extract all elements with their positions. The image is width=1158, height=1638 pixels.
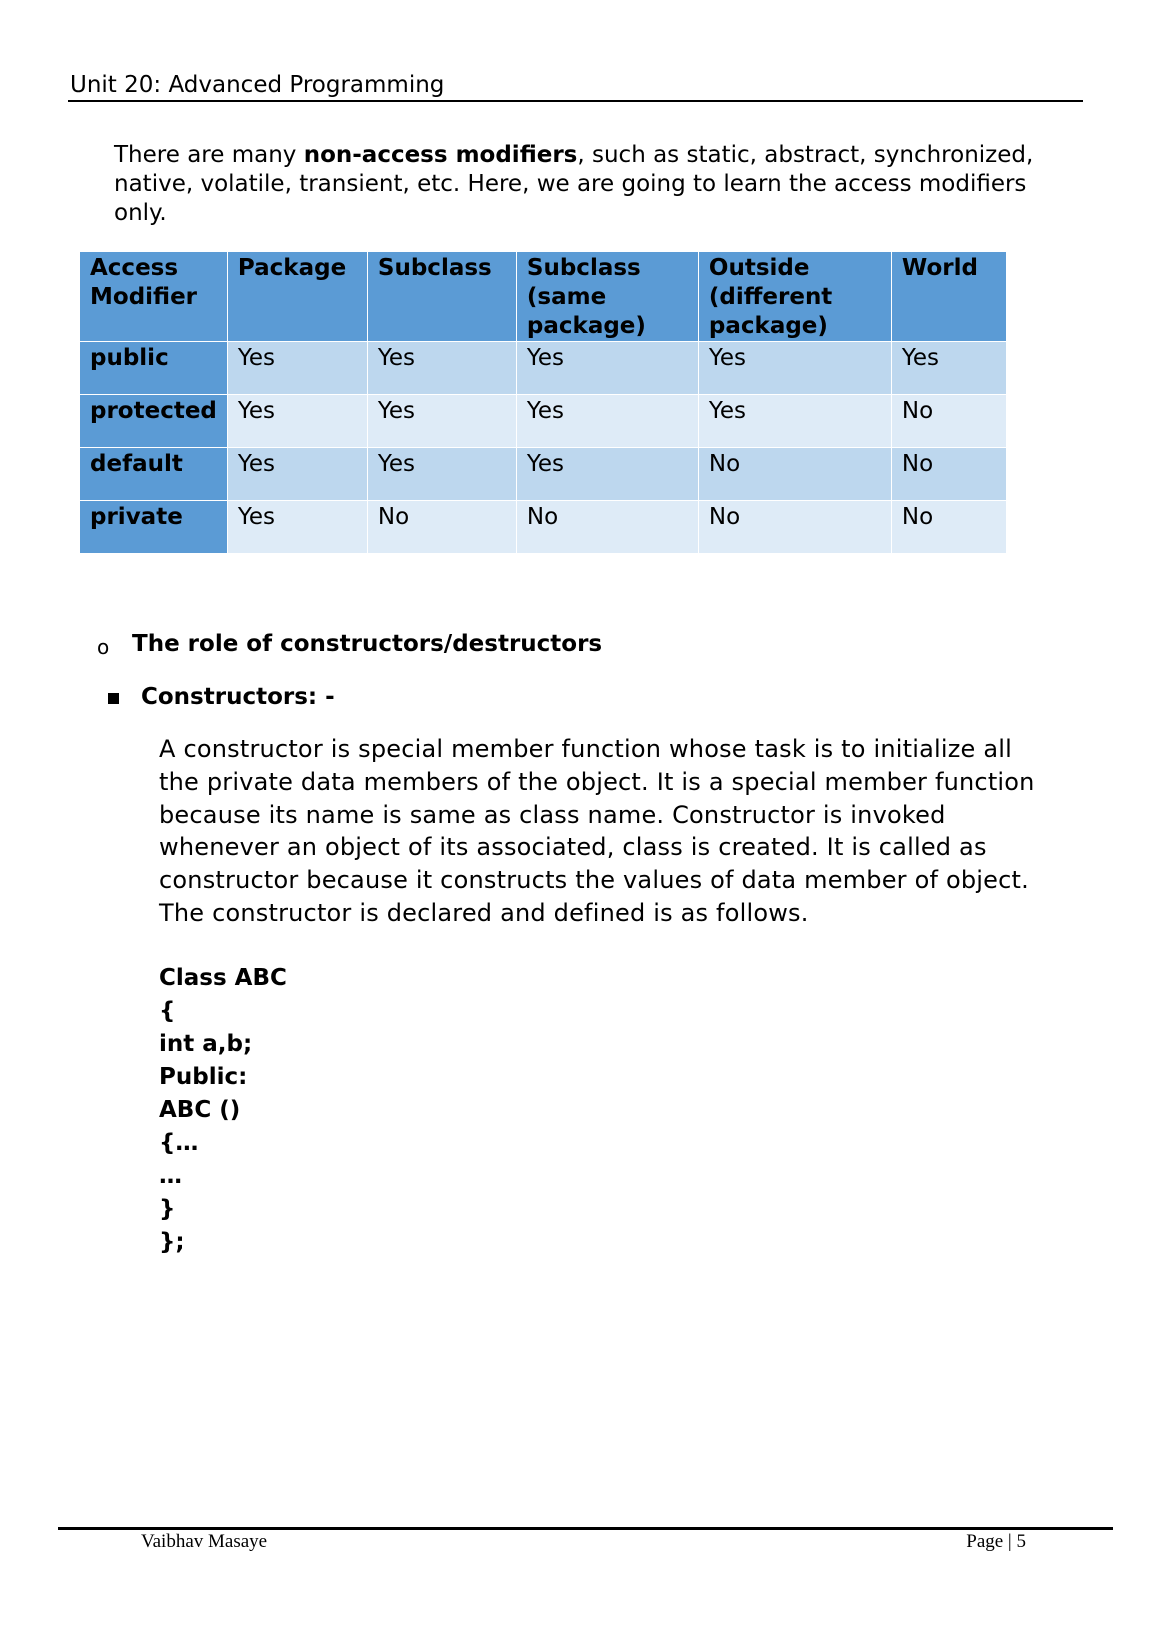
table-cell: Yes — [698, 342, 891, 395]
footer-author: Vaibhav Masaye — [141, 1531, 268, 1552]
column-header: Package — [227, 252, 367, 342]
access-modifier-table — [79, 251, 1007, 554]
table-cell: No — [891, 448, 1006, 501]
table-cell: Yes — [516, 448, 698, 501]
section-bullet: o — [97, 635, 110, 659]
row-header: public — [80, 342, 228, 395]
constructor-paragraph: A constructor is special member function whose task is to initialize all the private data members of the object. It is a special member function because its name is same as class name. Constructor is invoked whenever an object of its associated, class is created. It is called as constructor because it constructs the values of data member of object. The constructor is declared and defined is as follows. — [159, 735, 1035, 927]
table-cell: Yes — [227, 395, 367, 448]
table-row — [80, 342, 1007, 395]
table-cell: Yes — [698, 395, 891, 448]
table-header-row — [80, 252, 1007, 342]
intro-suffix: , such as static, abstract, synchronized, native, volatile, transient, etc. Here, we are going to learn the access modifiers only. — [114, 142, 1034, 226]
table-cell: Yes — [367, 342, 516, 395]
code-line: {… — [159, 1130, 199, 1156]
intro-paragraph — [114, 141, 1054, 228]
table-cell: No — [891, 395, 1006, 448]
table-cell: Yes — [891, 342, 1006, 395]
table-cell: No — [891, 501, 1006, 554]
footer-page-number: Page | 5 — [966, 1531, 1026, 1552]
column-header: Subclass — [367, 252, 516, 342]
table-cell: No — [516, 501, 698, 554]
table-cell: Yes — [367, 448, 516, 501]
column-header: Outside (different package) — [698, 252, 891, 342]
code-line: … — [159, 1163, 182, 1189]
table-cell: No — [367, 501, 516, 554]
code-line: int a,b; — [159, 1031, 253, 1057]
table-row — [80, 501, 1007, 554]
table-cell: Yes — [227, 501, 367, 554]
table-row — [80, 448, 1007, 501]
code-line: }; — [159, 1229, 185, 1255]
column-header: Subclass (same package) — [516, 252, 698, 342]
table-cell: Yes — [227, 342, 367, 395]
subsection-heading: Constructors: - — [141, 684, 335, 710]
code-line: Class ABC — [159, 965, 287, 991]
code-line: Public: — [159, 1064, 248, 1090]
code-block — [159, 962, 287, 1259]
page-header-title: Unit 20: Advanced Programming — [70, 72, 445, 98]
code-line: { — [159, 998, 176, 1024]
intro-bold-term: non-access modifiers — [303, 142, 578, 168]
intro-prefix: There are many — [114, 142, 304, 168]
row-header: default — [80, 448, 228, 501]
table-cell: Yes — [227, 448, 367, 501]
header-divider — [68, 100, 1083, 102]
table-cell: Yes — [516, 395, 698, 448]
column-header: World — [891, 252, 1006, 342]
section-heading: The role of constructors/destructors — [132, 631, 603, 657]
code-line: } — [159, 1196, 176, 1222]
table-cell: Yes — [367, 395, 516, 448]
row-header: protected — [80, 395, 228, 448]
table-cell: No — [698, 448, 891, 501]
table-cell: No — [698, 501, 891, 554]
code-line: ABC () — [159, 1097, 241, 1123]
row-header: private — [80, 501, 228, 554]
square-bullet-icon — [108, 693, 119, 704]
table-cell: Yes — [516, 342, 698, 395]
table-row — [80, 395, 1007, 448]
column-header: Access Modifier — [80, 252, 228, 342]
